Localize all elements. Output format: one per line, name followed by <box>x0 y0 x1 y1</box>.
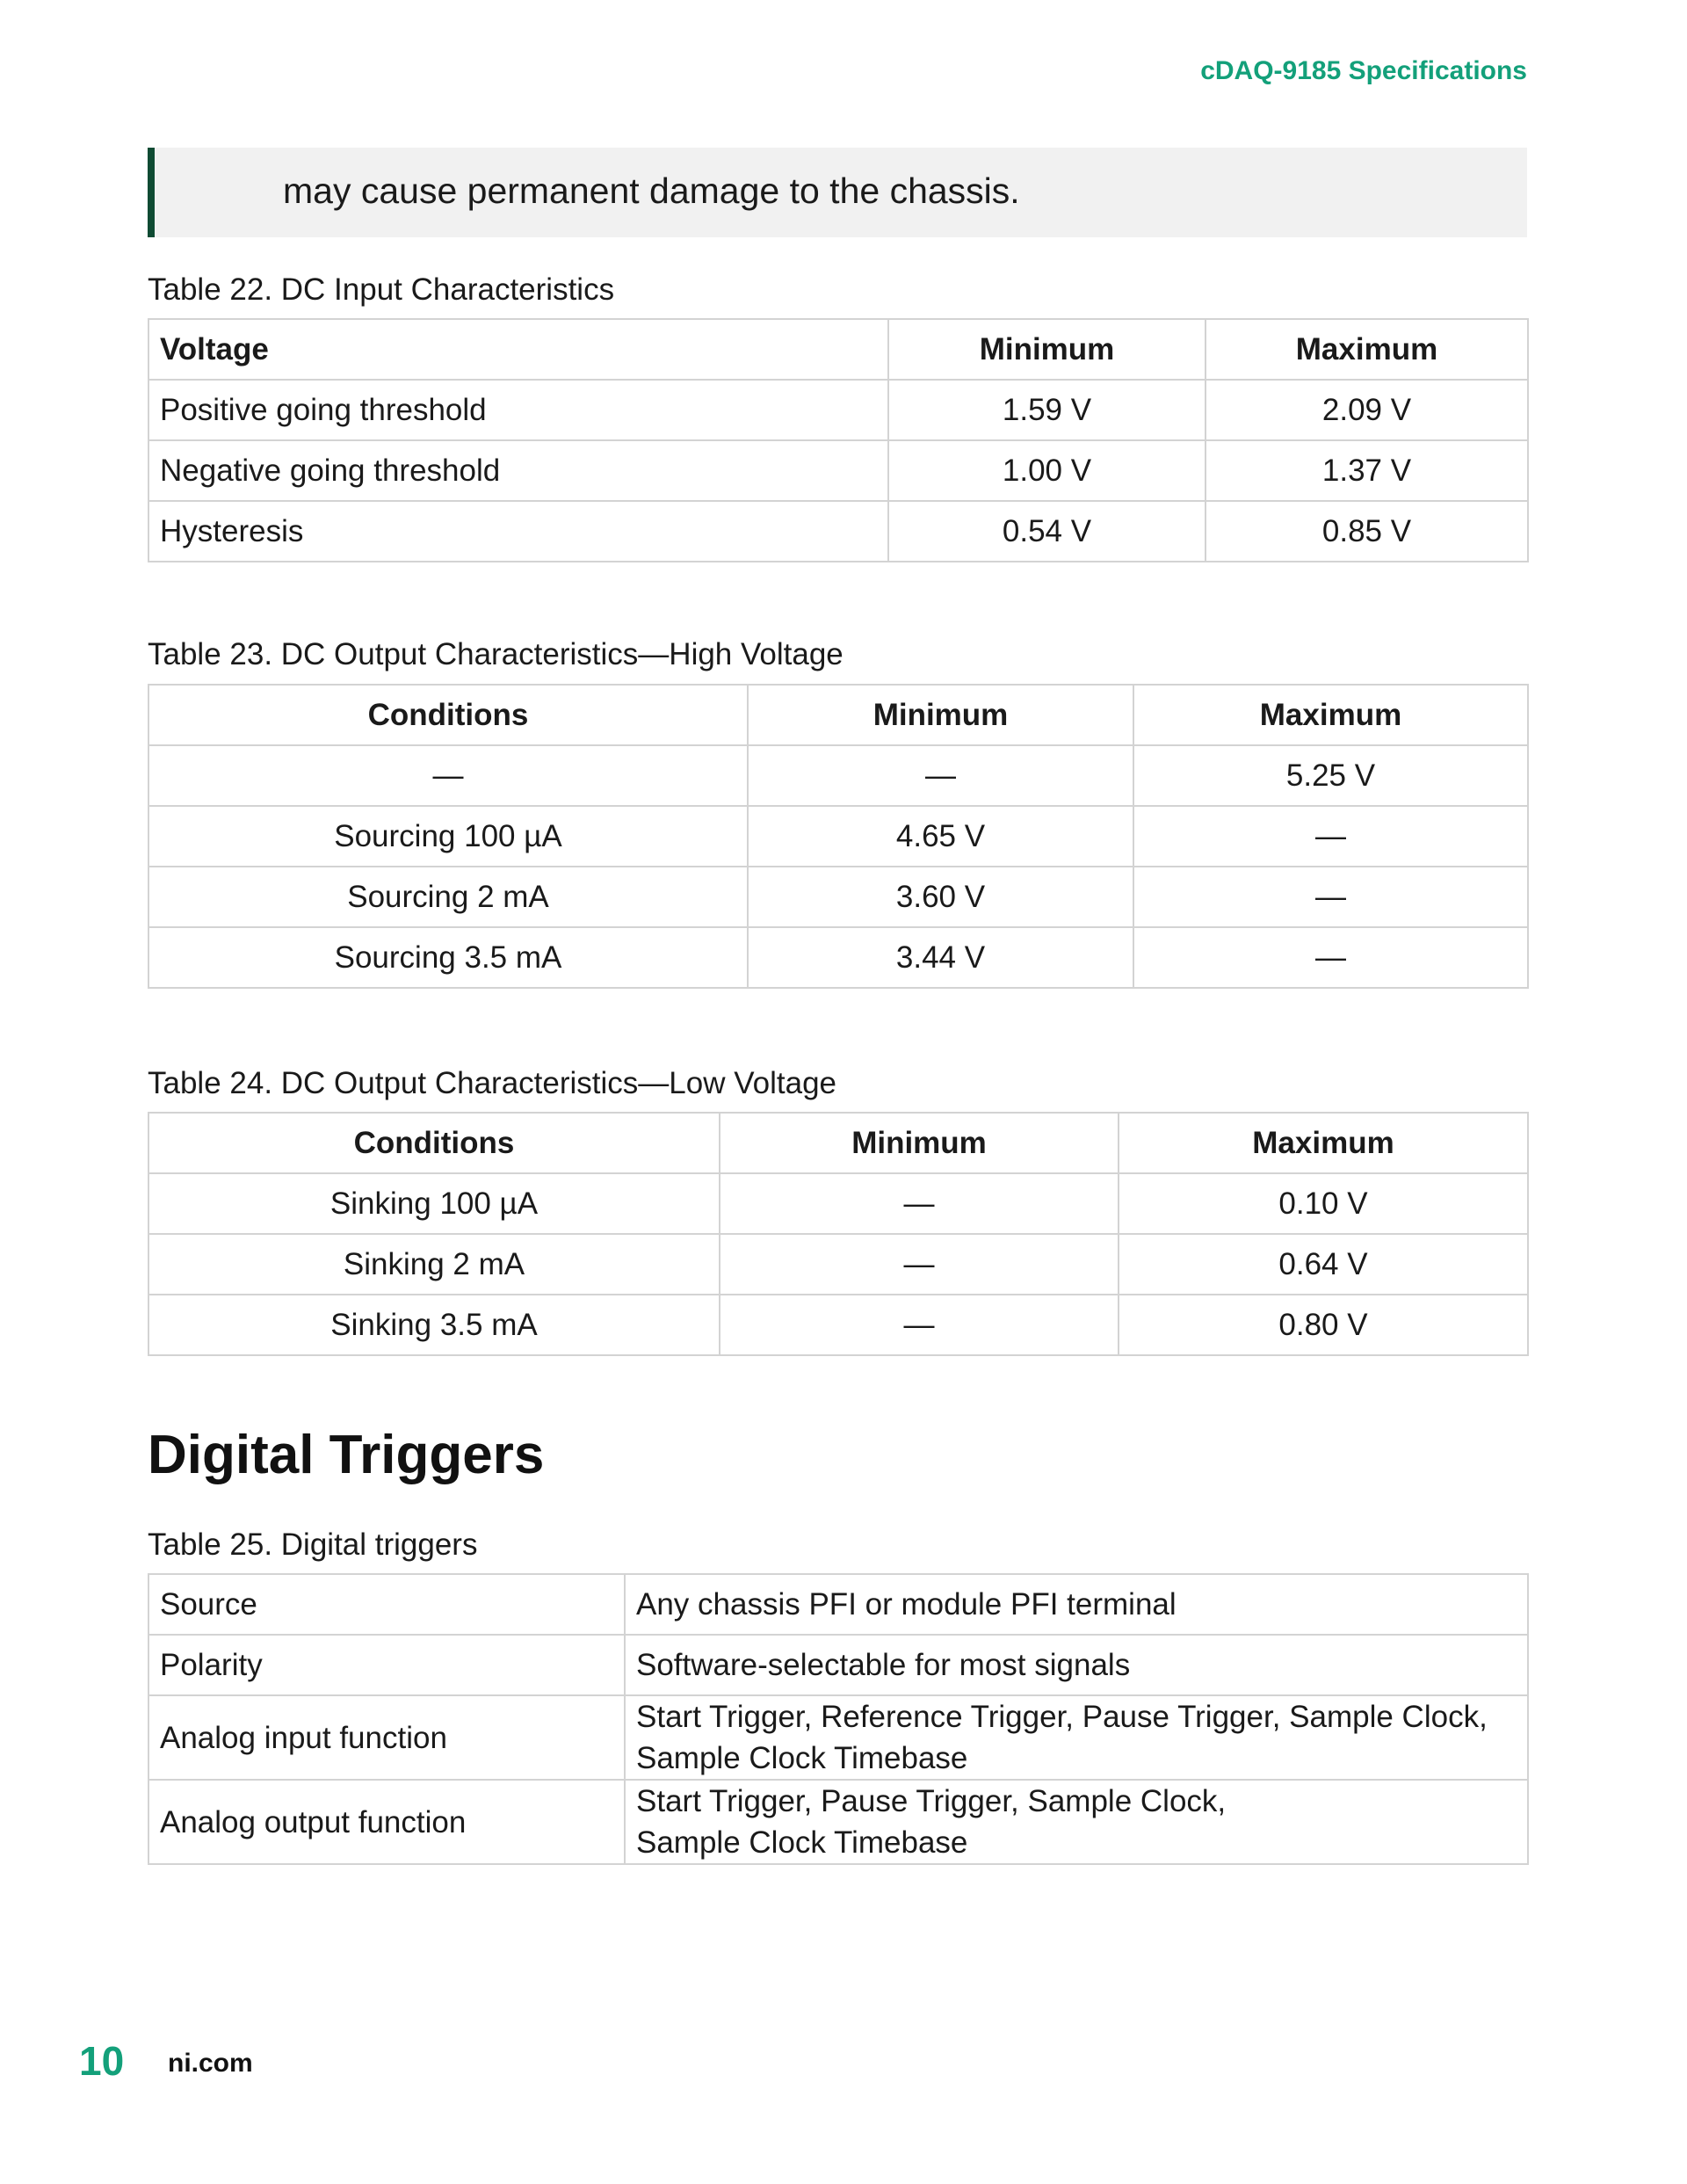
table-cell: 0.54 V <box>888 501 1206 562</box>
caution-callout <box>148 148 1527 237</box>
table-cell: 0.64 V <box>1119 1234 1528 1295</box>
table-cell: — <box>720 1234 1119 1295</box>
table-cell: Sinking 2 mA <box>148 1234 720 1295</box>
table25-caption: Table 25. Digital triggers <box>148 1527 478 1562</box>
table23 <box>148 684 1529 989</box>
table-cell: 1.59 V <box>888 380 1206 440</box>
table-cell: Hysteresis <box>148 501 888 562</box>
table-cell: Sinking 3.5 mA <box>148 1295 720 1355</box>
table-row <box>148 440 1528 501</box>
page-header-title: cDAQ-9185 Specifications <box>1200 56 1527 85</box>
row-value <box>625 1695 1528 1780</box>
table-cell: 2.09 V <box>1206 380 1528 440</box>
table-cell: 4.65 V <box>748 806 1133 867</box>
table-row <box>148 806 1528 867</box>
row-value <box>625 1780 1528 1864</box>
row-value <box>625 1574 1528 1635</box>
column-header: Minimum <box>888 319 1206 380</box>
table-cell: Sinking 100 µA <box>148 1173 720 1234</box>
table-cell: 1.00 V <box>888 440 1206 501</box>
table24-caption: Table 24. DC Output Characteristics—Low Voltage <box>148 1066 836 1100</box>
table-row <box>148 1574 1528 1635</box>
table-header-row <box>148 319 1528 380</box>
table-row <box>148 1695 1528 1780</box>
row-value <box>625 1635 1528 1695</box>
table-cell: Sourcing 100 µA <box>148 806 748 867</box>
column-header: Conditions <box>148 685 748 745</box>
table-cell: 5.25 V <box>1133 745 1528 806</box>
column-header: Minimum <box>748 685 1133 745</box>
table-row <box>148 380 1528 440</box>
table-cell: 1.37 V <box>1206 440 1528 501</box>
table-cell: 3.44 V <box>748 927 1133 988</box>
table-cell: 0.10 V <box>1119 1173 1528 1234</box>
table-cell: — <box>1133 806 1528 867</box>
table-cell: Sourcing 3.5 mA <box>148 927 748 988</box>
column-header: Maximum <box>1133 685 1528 745</box>
table-row <box>148 1780 1528 1864</box>
table-row <box>148 1295 1528 1355</box>
table-cell: 0.80 V <box>1119 1295 1528 1355</box>
table22-caption: Table 22. DC Input Characteristics <box>148 272 615 307</box>
table-cell: Positive going threshold <box>148 380 888 440</box>
site-link[interactable]: ni.com <box>168 2049 253 2078</box>
table-cell: Negative going threshold <box>148 440 888 501</box>
table-row <box>148 1635 1528 1695</box>
row-value-line: Start Trigger, Reference Trigger, Pause Trigger, Sample Clock, <box>636 1700 1488 1734</box>
row-value-line: Sample Clock Timebase <box>636 1741 968 1775</box>
row-value-line: Start Trigger, Pause Trigger, Sample Clock, <box>636 1784 1227 1818</box>
row-label: Polarity <box>148 1635 625 1695</box>
row-label: Analog input function <box>148 1695 625 1780</box>
column-header: Conditions <box>148 1113 720 1173</box>
table-cell: 3.60 V <box>748 867 1133 927</box>
table-row <box>148 927 1528 988</box>
row-value-line: Sample Clock Timebase <box>636 1825 968 1860</box>
table22 <box>148 318 1529 562</box>
column-header: Minimum <box>720 1113 1119 1173</box>
table-row <box>148 745 1528 806</box>
table-row <box>148 867 1528 927</box>
row-label: Analog output function <box>148 1780 625 1864</box>
table-row <box>148 1234 1528 1295</box>
table-cell: Sourcing 2 mA <box>148 867 748 927</box>
table-cell: 0.85 V <box>1206 501 1528 562</box>
column-header: Maximum <box>1206 319 1528 380</box>
row-value-line: Any chassis PFI or module PFI terminal <box>636 1586 1177 1622</box>
table-row <box>148 1173 1528 1234</box>
table-cell: — <box>148 745 748 806</box>
row-label: Source <box>148 1574 625 1635</box>
row-value-line: Software-selectable for most signals <box>636 1647 1131 1682</box>
table23-caption: Table 23. DC Output Characteristics—High Voltage <box>148 637 844 671</box>
callout-text: may cause permanent damage to the chassis. <box>283 171 1020 211</box>
table24 <box>148 1112 1529 1356</box>
table-cell: — <box>720 1173 1119 1234</box>
table-cell: — <box>1133 927 1528 988</box>
column-header: Voltage <box>148 319 888 380</box>
column-header: Maximum <box>1119 1113 1528 1173</box>
table25 <box>148 1573 1529 1865</box>
table-cell: — <box>1133 867 1528 927</box>
section-title: Digital Triggers <box>148 1425 545 1485</box>
table-header-row <box>148 1113 1528 1173</box>
table-row <box>148 501 1528 562</box>
table-cell: — <box>720 1295 1119 1355</box>
page-number: 10 <box>79 2038 125 2084</box>
table-header-row <box>148 685 1528 745</box>
table-cell: — <box>748 745 1133 806</box>
